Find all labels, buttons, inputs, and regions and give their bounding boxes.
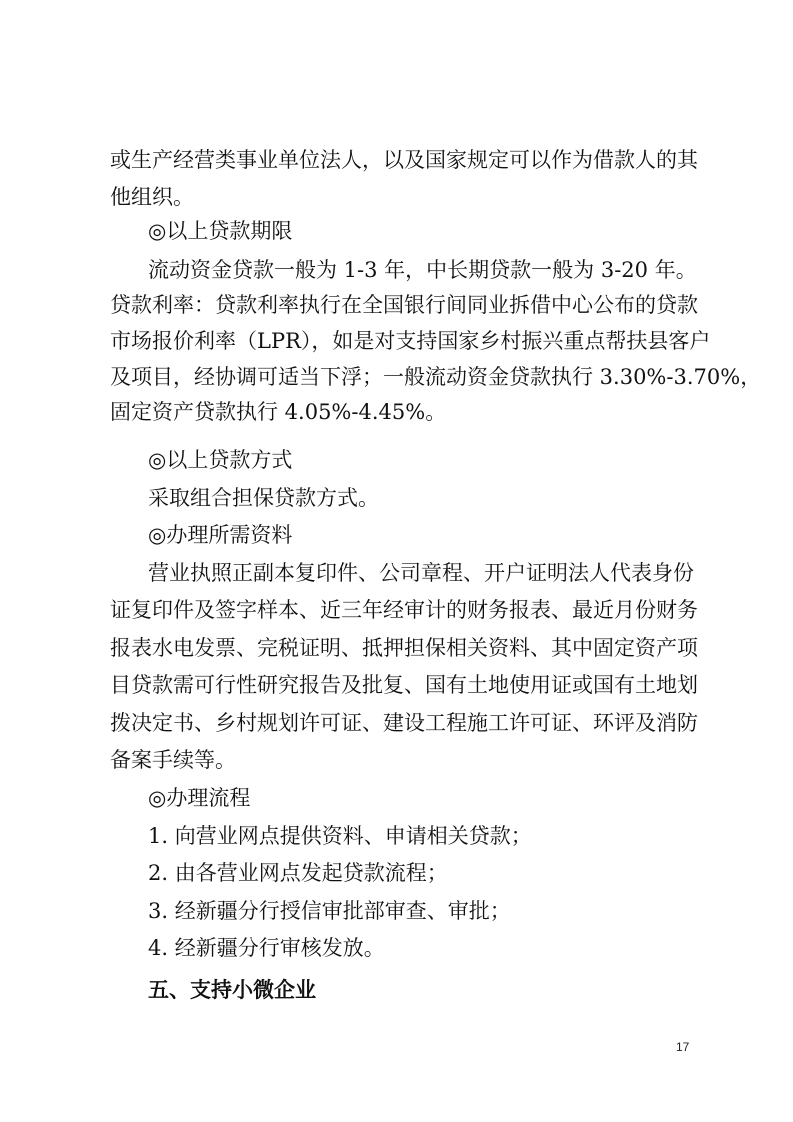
paragraph-line: 证复印件及签字样本、近三年经审计的财务报表、最近月份财务 [110, 598, 698, 622]
paragraph-line: 拨决定书、乡村规划许可证、建设工程施工许可证、环评及消防 [110, 711, 698, 735]
page-number: 17 [676, 1040, 690, 1054]
list-item: 2. 由各营业网点发起贷款流程； [148, 861, 448, 885]
paragraph-line: 营业执照正副本复印件、公司章程、开户证明法人代表身份 [148, 561, 694, 585]
list-item: 4. 经新疆分行审核发放。 [148, 936, 385, 960]
paragraph-line: 贷款利率：贷款利率执行在全国银行间同业拆借中心公布的贷款 [110, 293, 698, 317]
paragraph-line: 市场报价利率（LPR），如是对支持国家乡村振兴重点帮扶县客户 [110, 329, 711, 353]
section-heading: ◎办理所需资料 [148, 523, 293, 547]
list-item: 3. 经新疆分行授信审批部审查、审批； [148, 899, 511, 923]
paragraph-line: 流动资金贷款一般为 1-3 年，中长期贷款一般为 3-20 年。 [148, 258, 697, 282]
paragraph-line: 及项目，经协调可适当下浮；一般流动资金贷款执行 3.30%-3.70%， [110, 365, 762, 389]
paragraph-line: 报表水电发票、完税证明、抵押担保相关资料、其中固定资产项 [110, 636, 698, 660]
section-heading: ◎办理流程 [148, 786, 251, 810]
paragraph-line: 固定资产贷款执行 4.05%-4.45%。 [110, 400, 447, 424]
section-heading: ◎以上贷款方式 [148, 448, 293, 472]
paragraph-line: 备案手续等。 [110, 748, 236, 772]
section-heading: ◎以上贷款期限 [148, 219, 293, 243]
chapter-heading: 五、支持小微企业 [148, 978, 316, 1002]
paragraph-line: 采取组合担保贷款方式。 [148, 486, 379, 510]
paragraph-line: 或生产经营类事业单位法人，以及国家规定可以作为借款人的其 [110, 148, 698, 172]
paragraph-line: 目贷款需可行性研究报告及批复、国有土地使用证或国有土地划 [110, 673, 698, 697]
list-item: 1. 向营业网点提供资料、申请相关贷款； [148, 824, 532, 848]
paragraph-line: 他组织。 [110, 185, 194, 209]
